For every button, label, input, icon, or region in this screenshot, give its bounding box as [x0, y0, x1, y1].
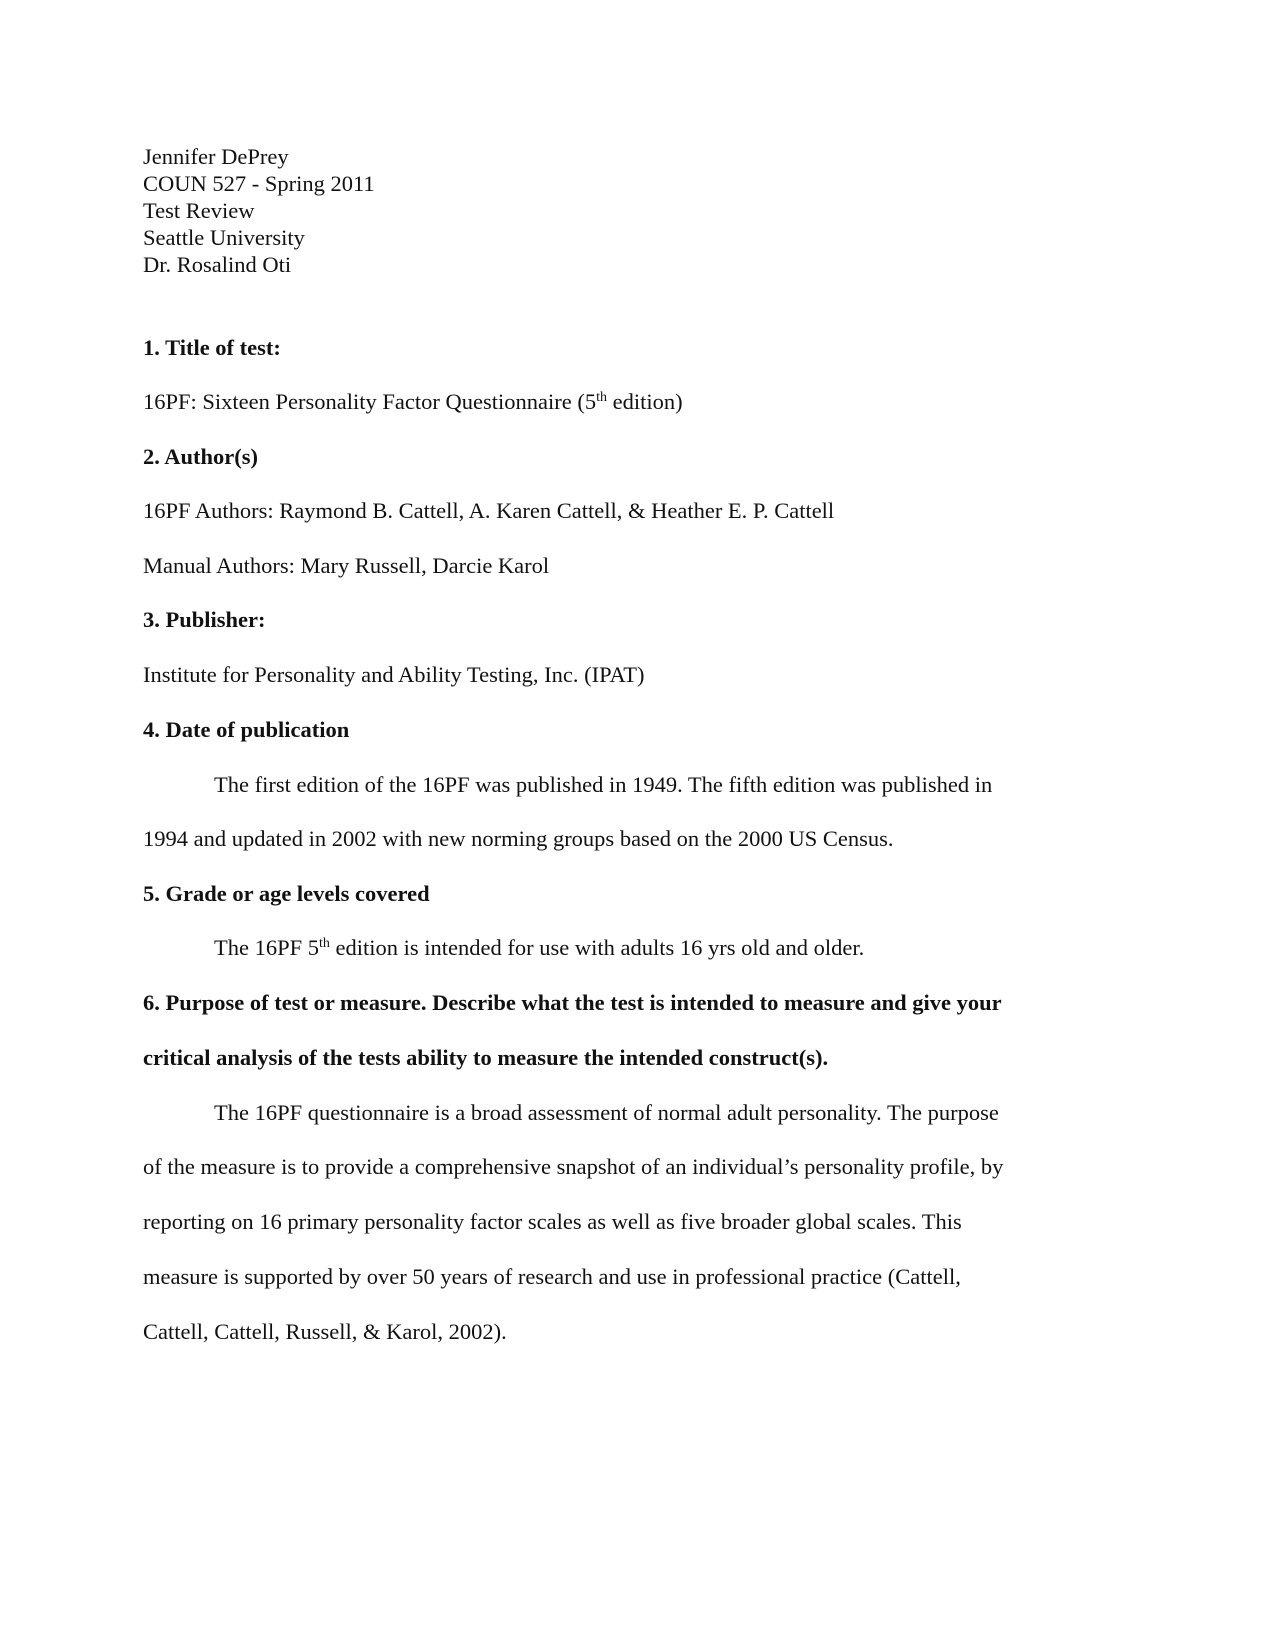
grade-text-start: The 16PF 5	[214, 935, 320, 960]
purpose-paragraph-line: The 16PF questionnaire is a broad assessment of normal adult personality. The purpose	[214, 1100, 999, 1125]
section-heading-authors: 2. Author(s)	[143, 444, 259, 469]
section-heading-publisher: 3. Publisher:	[143, 607, 266, 632]
date-paragraph-line: 1994 and updated in 2002 with new norming groups based on the 2000 US Census.	[143, 826, 894, 851]
purpose-paragraph-line: reporting on 16 primary personality factor scales as well as five broader global scales. This	[143, 1209, 962, 1234]
purpose-paragraph-line: measure is supported by over 50 years of research and use in professional practice (Cattell,	[143, 1264, 961, 1289]
section-heading-title: 1. Title of test:	[143, 335, 281, 360]
section-heading-purpose-cont: critical analysis of the tests ability to measure the intended construct(s).	[143, 1045, 829, 1070]
assignment: Test Review	[143, 198, 255, 223]
superscript: th	[319, 936, 330, 951]
school: Seattle University	[143, 225, 305, 250]
grade-text-end: edition is intended for use with adults 16 yrs old and older.	[329, 935, 865, 960]
superscript: th	[596, 390, 607, 405]
grade-text	[214, 935, 864, 961]
test-title-text: 16PF: Sixteen Personality Factor Questionnaire (5	[143, 389, 597, 414]
purpose-paragraph-line: of the measure is to provide a comprehensive snapshot of an individual’s personality profile, by	[143, 1154, 1004, 1179]
test-title	[143, 389, 683, 415]
section-heading-date: 4. Date of publication	[143, 717, 350, 742]
authors-line: 16PF Authors: Raymond B. Cattell, A. Karen Cattell, & Heather E. P. Cattell	[143, 498, 835, 523]
course: COUN 527 - Spring 2011	[143, 171, 375, 196]
manual-authors-line: Manual Authors: Mary Russell, Darcie Karol	[143, 553, 550, 578]
author-name: Jennifer DePrey	[143, 144, 289, 169]
test-title-text-end: edition)	[606, 389, 683, 414]
purpose-paragraph-line: Cattell, Cattell, Russell, & Karol, 2002).	[143, 1319, 507, 1344]
section-heading-grade: 5. Grade or age levels covered	[143, 881, 430, 906]
date-paragraph-line: The first edition of the 16PF was published in 1949. The fifth edition was published in	[214, 772, 993, 797]
publisher-text: Institute for Personality and Ability Testing, Inc. (IPAT)	[143, 662, 645, 687]
section-heading-purpose: 6. Purpose of test or measure. Describe what the test is intended to measure and give your	[143, 990, 1002, 1015]
instructor: Dr. Rosalind Oti	[143, 252, 292, 277]
